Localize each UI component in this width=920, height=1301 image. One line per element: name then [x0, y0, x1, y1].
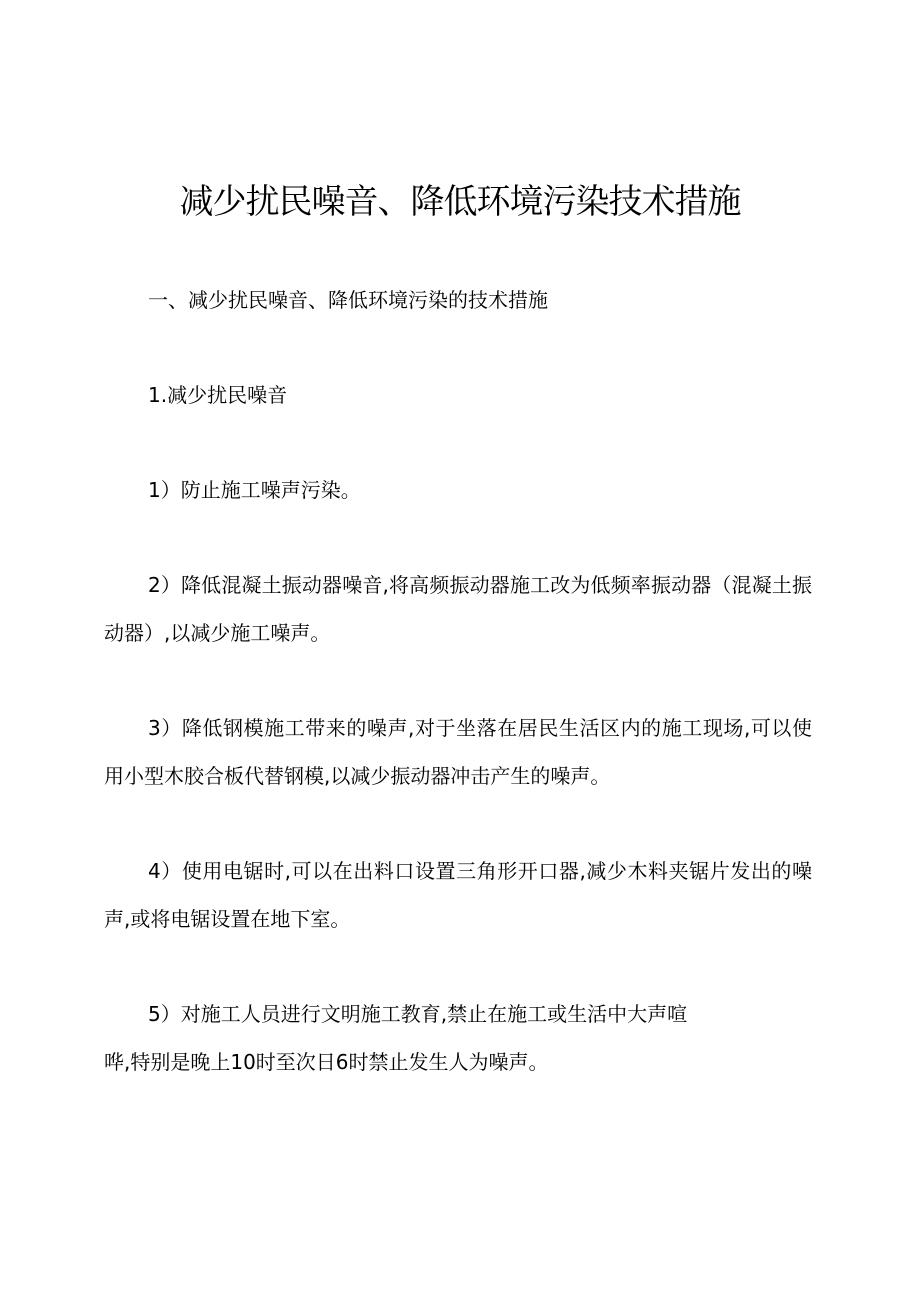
section-heading: 一、减少扰民噪音、降低环境污染的技术措施: [148, 288, 548, 312]
list-item-4-line-1: 4）使用电锯时,可以在出料口设置三角形开口器,减少木料夹锯片发出的噪: [148, 859, 812, 883]
list-item-3-line-1: 3）降低钢模施工带来的噪声,对于坐落在居民生活区内的施工现场,可以使: [148, 716, 812, 740]
list-item-4-line-2: 声,或将电锯设置在地下室。: [104, 907, 351, 931]
list-item-5-line-2: 哗,特别是晚上10时至次日6时禁止发生人为噪声。: [104, 1050, 549, 1074]
document-title: 减少扰民噪音、降低环境污染技术措施: [179, 182, 741, 222]
list-item-3-line-2: 用小型木胶合板代替钢模,以减少振动器冲击产生的噪声。: [104, 764, 611, 788]
list-item-2-line-1: 2）降低混凝土振动器噪音,将高频振动器施工改为低频率振动器（混凝土振: [148, 573, 812, 597]
list-item-5-line-1: 5）对施工人员进行文明施工教育,禁止在施工或生活中大声喧: [148, 1002, 688, 1026]
list-item-2-line-2: 动器）,以减少施工噪声。: [104, 621, 331, 645]
subsection-heading: 1.减少扰民噪音: [148, 383, 288, 407]
list-item-1: 1）防止施工噪声污染。: [148, 478, 361, 502]
